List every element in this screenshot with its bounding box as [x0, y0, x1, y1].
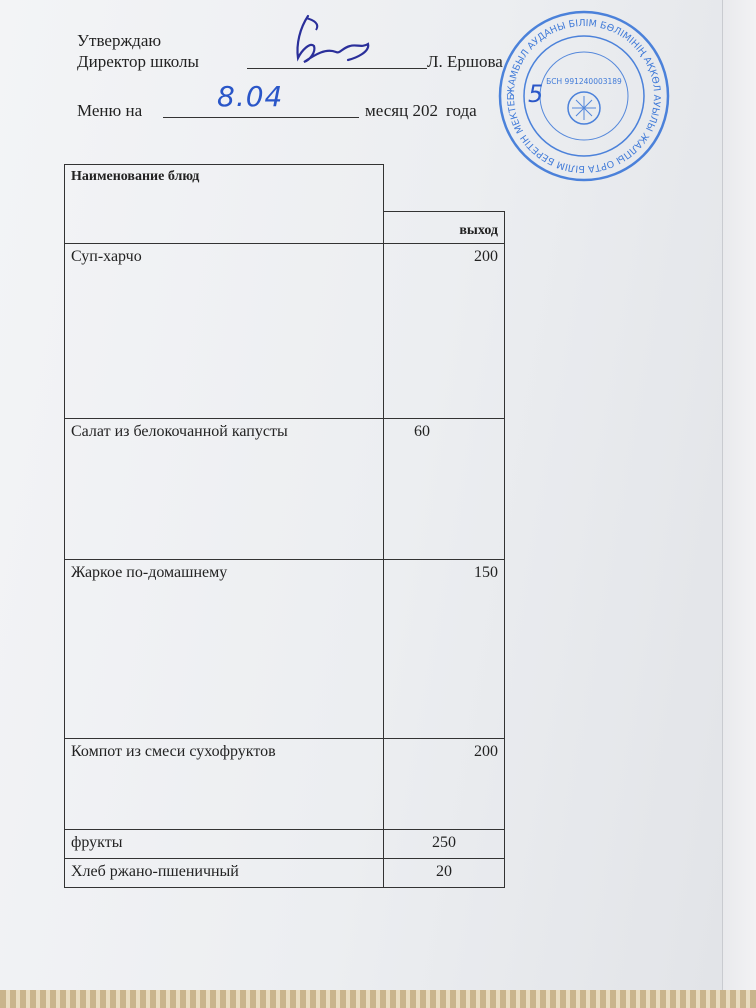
- director-signature: [270, 8, 390, 78]
- menu-prefix: Меню на: [77, 101, 143, 120]
- table-row: [65, 560, 505, 739]
- director-label: Директор школы: [77, 52, 199, 71]
- official-seal: [496, 8, 672, 184]
- dish-output: 60: [384, 419, 505, 560]
- header-dish-name: Наименование блюд: [65, 165, 384, 244]
- folder-edge: [0, 990, 756, 1008]
- header-output: выход: [384, 211, 505, 244]
- dish-name: Жаркое по-домашнему: [65, 560, 384, 739]
- date-line: [163, 117, 359, 118]
- director-name: Л. Ершова: [427, 52, 503, 71]
- approve-label: Утверждаю: [77, 31, 162, 50]
- year-suffix: года: [445, 101, 477, 120]
- dish-name: Компот из смеси сухофруктов: [65, 739, 384, 830]
- table-header-row: [65, 165, 505, 212]
- dish-output: 150: [384, 560, 505, 739]
- dish-name: Салат из белокочанной капусты: [65, 419, 384, 560]
- month-year-text: месяц 202: [365, 101, 438, 120]
- dish-output: 20: [384, 859, 505, 888]
- svg-text:ЖАМБЫЛ АУДАНЫ БІЛІМ БӨЛІМІНІҢ: ЖАМБЫЛ АУДАНЫ БІЛІМ БӨЛІМІНІҢ АҚКӨЛ АУЫЛЫ ЖАЛПЫ ОРТА БІЛІМ БЕРЕТІН МЕКТЕБ: [505, 17, 663, 175]
- header-spacer: [384, 165, 505, 212]
- handwritten-year-digit: 5: [528, 80, 544, 108]
- dish-name: Суп-харчо: [65, 244, 384, 419]
- dish-output: 200: [384, 739, 505, 830]
- menu-table: [64, 164, 505, 888]
- table-row: [65, 419, 505, 560]
- dish-output: 200: [384, 244, 505, 419]
- dish-output: 250: [384, 830, 505, 859]
- table-row: [65, 739, 505, 830]
- month-year-label: [365, 100, 477, 121]
- dish-name: фрукты: [65, 830, 384, 859]
- dish-name: Хлеб ржано-пшеничный: [65, 859, 384, 888]
- table-row: [65, 244, 505, 419]
- svg-text:БСН 991240003189: БСН 991240003189: [546, 77, 622, 86]
- table-row: [65, 830, 505, 859]
- handwritten-date: 8.04: [217, 80, 284, 113]
- table-row: [65, 859, 505, 888]
